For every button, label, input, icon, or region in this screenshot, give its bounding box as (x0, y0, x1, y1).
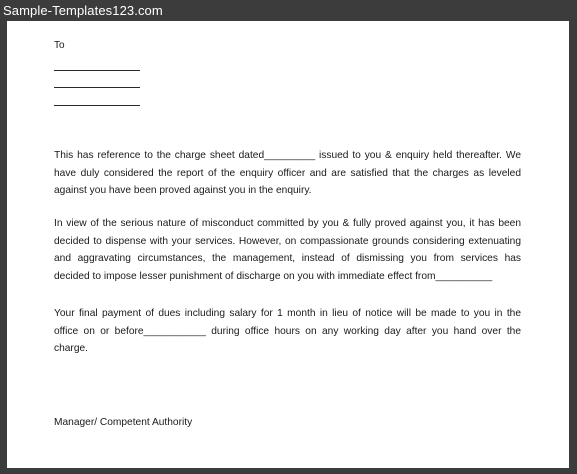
paragraph-dismissal-decision (54, 215, 521, 285)
paragraph-line: have duly considered the report of the enquiry officer and are satisfied that the charges as leveled (54, 167, 521, 179)
paragraph-line: This has reference to the charge sheet dated_________ issued to you & enquiry held thereafter. We (54, 150, 521, 161)
paragraph-line: charge. (54, 343, 88, 355)
paragraph-line: and aggravating circumstances, the management, instead of dismissing you from services has (54, 253, 521, 265)
site-watermark: Sample-Templates123.com (3, 3, 163, 18)
paragraph-line: decided to dispense with your services. However, on compassionate grounds considering extenuating (54, 235, 521, 247)
paragraph-line: office on or before___________ during office hours on any working day after you hand over the (54, 325, 521, 337)
paragraph-line: against you have been proved against you in the enquiry. (54, 185, 312, 197)
to-label: To (54, 40, 65, 51)
address-blank-line-2 (54, 87, 140, 88)
paragraph-line: In view of the serious nature of misconduct committed by you & fully proved against you, it has been (54, 218, 521, 229)
address-blank-line-3 (54, 105, 140, 106)
signature-block: Manager/ Competent Authority (54, 417, 193, 428)
letter-page (7, 21, 569, 468)
address-blank-line-1 (54, 70, 140, 71)
paragraph-line: Your final payment of dues including salary for 1 month in lieu of notice will be made to you in the (54, 308, 521, 319)
paragraph-line: decided to impose lesser punishment of discharge on you with immediate effect from__________ (54, 270, 493, 282)
paragraph-charge-sheet-reference (54, 147, 521, 200)
paragraph-final-payment (54, 305, 521, 358)
